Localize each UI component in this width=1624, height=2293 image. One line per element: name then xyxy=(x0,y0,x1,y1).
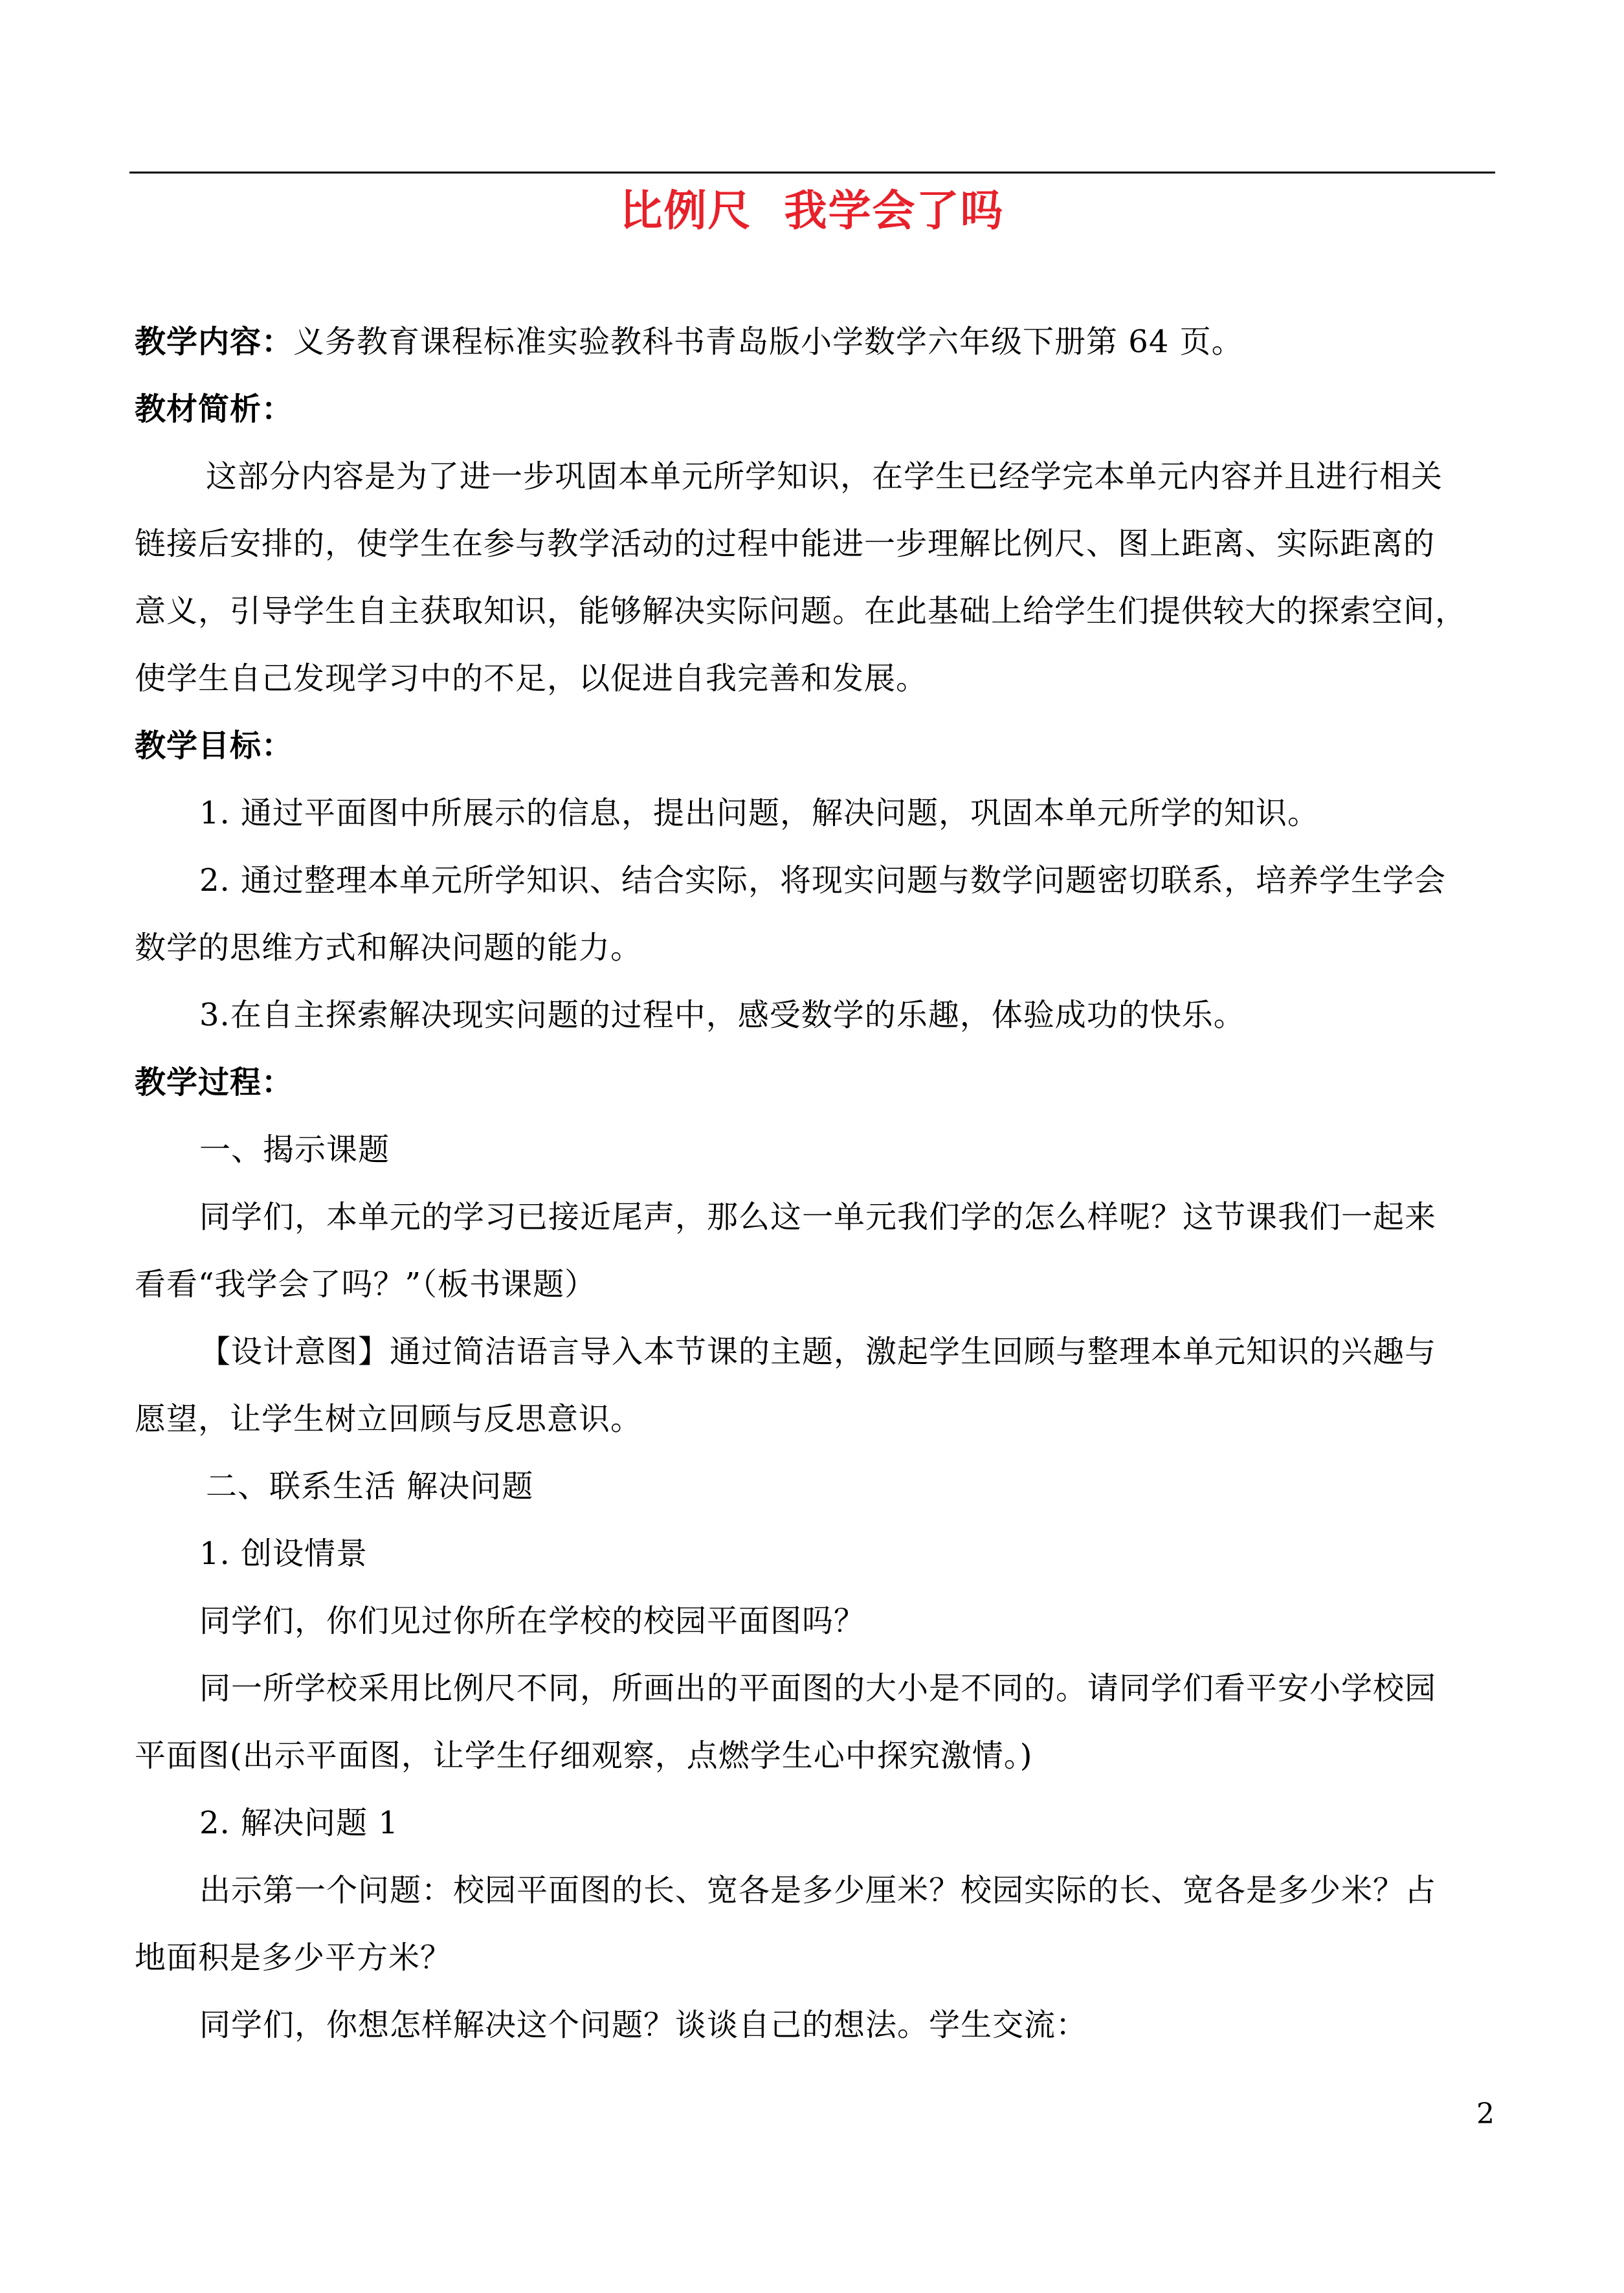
document-title: 比例尺 我学会了吗 xyxy=(619,186,1005,236)
step-1-heading: 1. 创设情景 xyxy=(199,1536,368,1572)
step-1-line-1: 同学们，你们见过你所在学校的校园平面图吗？ xyxy=(199,1603,866,1639)
section-2-heading: 二、联系生活 解决问题 xyxy=(206,1468,534,1504)
document-body xyxy=(135,308,1494,2059)
design-intent-line-2: 愿望，让学生树立回顾与反思意识。 xyxy=(135,1401,643,1437)
heading-teaching-process: 教学过程： xyxy=(135,1064,294,1101)
design-intent-line-1: 【设计意图】通过简洁语言导入本节课的主题，激起学生回顾与整理本单元知识的兴趣与 xyxy=(199,1334,1437,1370)
step-2-line-1: 出示第一个问题：校园平面图的长、宽各是多少厘米？校园实际的长、宽各是多少米？占 xyxy=(199,1872,1437,1908)
intro-line-2: 看看“我学会了吗？”（板书课题） xyxy=(135,1266,597,1303)
heading-teaching-objectives: 教学目标： xyxy=(135,728,294,764)
objective-3: 3.在自主探索解决现实问题的过程中，感受数学的乐趣，体验成功的快乐。 xyxy=(199,997,1245,1033)
paragraph-teaching-content xyxy=(135,308,1494,375)
objective-2-line-1: 2. 通过整理本单元所学知识、结合实际，将现实问题与数学问题密切联系，培养学生学会 xyxy=(199,862,1447,899)
heading-teaching-content: 教学内容： xyxy=(135,324,294,360)
step-2-line-2: 地面积是多少平方米？ xyxy=(135,1940,452,1976)
objective-1: 1. 通过平面图中所展示的信息，提出问题，解决问题，巩固本单元所学的知识。 xyxy=(199,795,1320,831)
heading-material-analysis: 教材简析： xyxy=(135,391,294,427)
step-1-line-3: 平面图(出示平面图，让学生仔细观察，点燃学生心中探究激情。) xyxy=(135,1738,1033,1774)
header-rule xyxy=(129,172,1495,173)
material-analysis-line-4: 使学生自己发现学习中的不足，以促进自我完善和发展。 xyxy=(135,660,928,697)
material-analysis-line-3: 意义，引导学生自主获取知识，能够解决实际问题。在此基础上给学生们提供较大的探索空间， xyxy=(135,593,1467,629)
teaching-content-text: 义务教育课程标准实验教科书青岛版小学数学六年级下册第 64 页。 xyxy=(293,324,1243,360)
material-analysis-line-2: 链接后安排的，使学生在参与教学活动的过程中能进一步理解比例尺、图上距离、实际距离的 xyxy=(135,526,1436,562)
step-2-line-3: 同学们，你想怎样解决这个问题？谈谈自己的想法。学生交流： xyxy=(199,2007,1088,2043)
objective-2-line-2: 数学的思维方式和解决问题的能力。 xyxy=(135,930,643,966)
intro-line-1: 同学们，本单元的学习已接近尾声，那么这一单元我们学的怎么样呢？这节课我们一起来 xyxy=(199,1199,1437,1235)
page-number: 2 xyxy=(1476,2097,1495,2131)
step-2-heading: 2. 解决问题 1 xyxy=(199,1805,399,1841)
material-analysis-line-1: 这部分内容是为了进一步巩固本单元所学知识，在学生已经学完本单元内容并且进行相关 xyxy=(206,458,1443,495)
section-1-heading: 一、揭示课题 xyxy=(199,1132,390,1168)
step-1-line-2: 同一所学校采用比例尺不同，所画出的平面图的大小是不同的。请同学们看平安小学校园 xyxy=(199,1670,1437,1706)
